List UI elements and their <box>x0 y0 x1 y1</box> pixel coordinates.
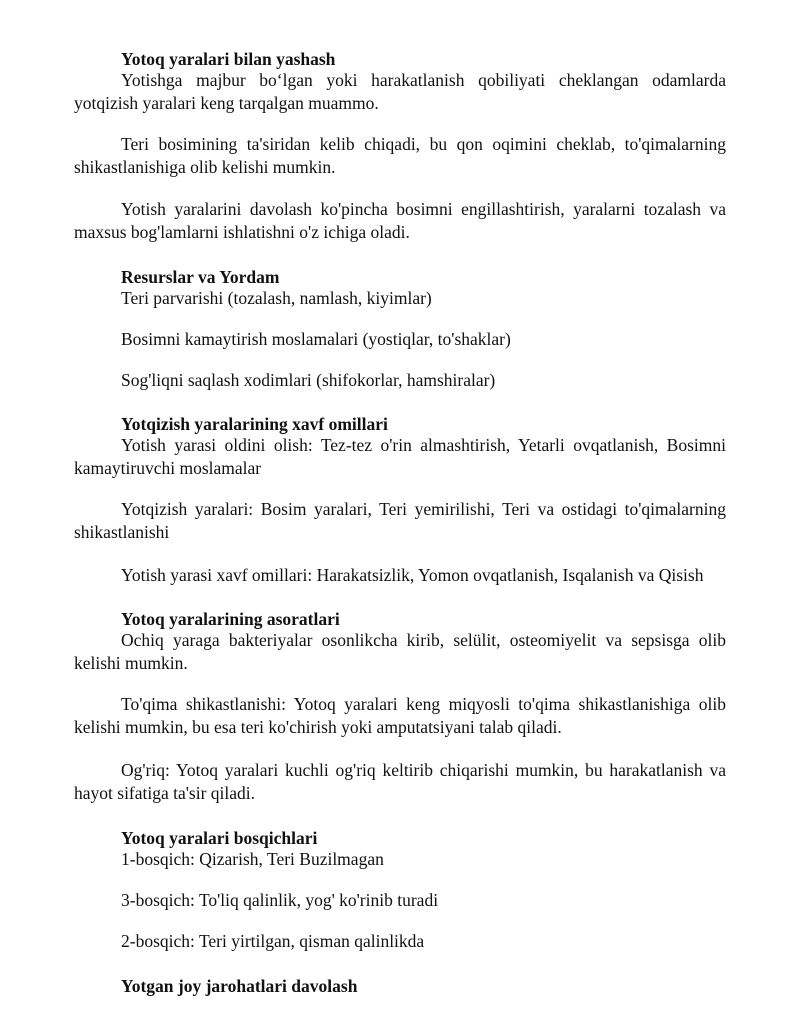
paragraph <box>74 69 726 115</box>
paragraph-text: Ochiq yaraga bakteriyalar osonlikcha kirib, selülit, osteomiyelit va sepsisga olib kelishi mumkin. <box>74 630 726 673</box>
paragraph-text: Yotish yarasi oldini olish: Tez-tez o'rin almashtirish, Yetarli ovqatlanish, Bosimni kamaytiruvchi moslamalar <box>74 435 726 478</box>
list-item: Bosimni kamaytirish moslamalari (yostiqlar, to'shaklar) <box>121 329 511 349</box>
paragraph-text: To'qima shikastlanishi: Yotoq yaralari keng miqyosli to'qima shikastlanishiga olib kelishi mumkin, bu esa teri ko'chirish yoki amputatsiyani talab qiladi. <box>74 694 726 737</box>
paragraph <box>74 693 726 739</box>
list-item: 2-bosqich: Teri yirtilgan, qisman qalinlikda <box>121 931 425 951</box>
list-item: Sog'liqni saqlash xodimlari (shifokorlar, hamshiralar) <box>121 370 496 390</box>
list-item: Yotish yarasi xavf omillari: Harakatsizlik, Yomon ovqatlanish, Isqalanish va Qisish <box>121 565 704 585</box>
paragraph-text: Teri bosimining ta'siridan kelib chiqadi, bu qon oqimini cheklab, to'qimalarning shikastlanishiga olib kelishi mumkin. <box>74 134 726 177</box>
paragraph <box>74 198 726 244</box>
section-heading: Yotoq yaralarining asoratlari <box>121 609 340 629</box>
section-heading: Yotqizish yaralarining xavf omillari <box>121 414 388 434</box>
paragraph <box>74 498 726 544</box>
paragraph-text: Yotishga majbur bo‘lgan yoki harakatlanish qobiliyati cheklangan odamlarda yotqizish yaralari keng tarqalgan muammo. <box>74 70 726 113</box>
paragraph <box>74 434 726 480</box>
section-heading: Yotgan joy jarohatlari davolash <box>121 976 358 996</box>
paragraph-text: Yotish yaralarini davolash ko'pincha bosimni engillashtirish, yaralarni tozalash va maxsus bog'lamlarni ishlatishni o'z ichiga oladi. <box>74 199 726 242</box>
list-item: 3-bosqich: To'liq qalinlik, yog' ko'rinib turadi <box>121 890 439 910</box>
list-item: 1-bosqich: Qizarish, Teri Buzilmagan <box>121 849 384 869</box>
section-heading: Yotoq yaralari bilan yashash <box>121 49 336 69</box>
paragraph-text: Og'riq: Yotoq yaralari kuchli og'riq keltirib chiqarishi mumkin, bu harakatlanish va hayot sifatiga ta'sir qiladi. <box>74 760 726 803</box>
paragraph-text: Yotqizish yaralari: Bosim yaralari, Teri yemirilishi, Teri va ostidagi to'qimalarning shikastlanishi <box>74 499 726 542</box>
paragraph <box>74 133 726 179</box>
section-heading: Yotoq yaralari bosqichlari <box>121 828 318 848</box>
list-item: Teri parvarishi (tozalash, namlash, kiyimlar) <box>121 288 432 308</box>
section-heading: Resurslar va Yordam <box>121 267 280 287</box>
paragraph <box>74 629 726 675</box>
paragraph <box>74 759 726 805</box>
